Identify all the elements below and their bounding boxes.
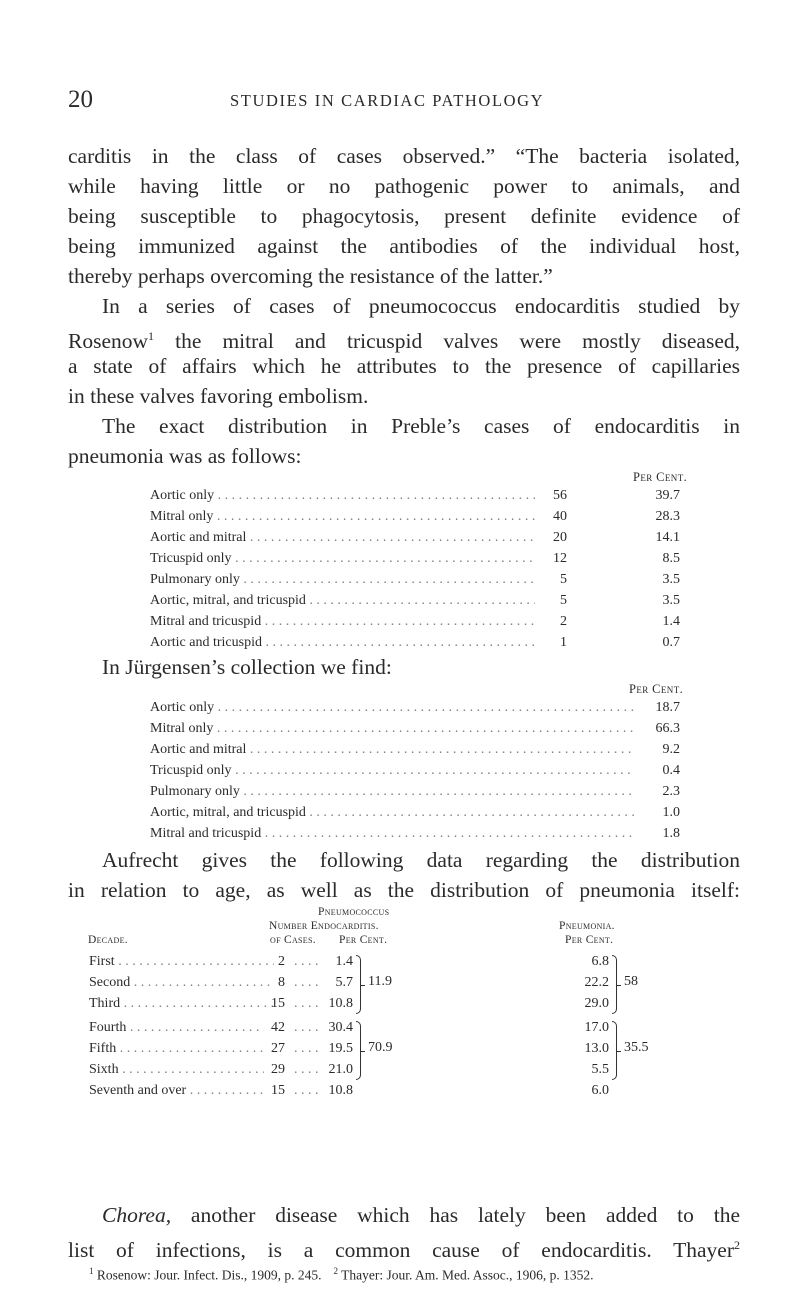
row-label: Mitral and tricuspid . . .: [150, 824, 635, 844]
row-label: Second . . .: [89, 973, 274, 993]
table-row: [89, 994, 649, 1014]
table-row: [150, 633, 740, 653]
footnote-mark: 2: [333, 1266, 338, 1276]
footnote-2: Thayer: Jour. Am. Med. Assoc., 1906, p. 1352.: [337, 1267, 594, 1283]
count-cell: 40: [553, 509, 567, 524]
table-row: [150, 507, 740, 527]
count-cell: 12: [553, 551, 567, 566]
percent-cell: 2.3: [662, 784, 680, 799]
count-cell: 2: [560, 614, 567, 629]
dot-leader: . . . .: [294, 996, 319, 1011]
row-label: Aortic only . . .: [150, 486, 535, 506]
header-pneumococcus: Pneumococcus: [318, 906, 390, 918]
footnote-1: Rosenow: Jour. Infect. Dis., 1909, p. 245.: [93, 1267, 322, 1283]
row-label: Mitral only . . .: [150, 719, 635, 739]
row-label: Fourth . . .: [89, 1018, 264, 1038]
percent-cell: 1.8: [662, 826, 680, 841]
count-cell: 5: [560, 593, 567, 608]
percent-cell: 66.3: [655, 721, 680, 736]
table-row: [150, 761, 740, 781]
pneumonia-cell: 17.0: [584, 1020, 609, 1035]
running-title: STUDIES IN CARDIAC PATHOLOGY: [230, 91, 545, 110]
table-row: [150, 719, 740, 739]
text-run: the mitral and tricuspid valves were mostly diseased,: [154, 329, 740, 354]
text-run: list of infections, is a common cause of endocarditis. Thayer: [68, 1238, 734, 1263]
count-cell: 20: [553, 530, 567, 545]
percent-cell: 28.3: [655, 509, 680, 524]
table-row: [150, 824, 740, 844]
header-decade: Decade.: [88, 934, 128, 946]
table-row: [89, 1081, 649, 1101]
count-cell: 5: [560, 572, 567, 587]
footnotes: [89, 1266, 593, 1284]
group-brace: [612, 955, 617, 1014]
row-label: Pulmonary only . . .: [150, 570, 535, 590]
percent-cell: 1.4: [335, 954, 353, 969]
table-row: [89, 1060, 649, 1080]
table-row: [89, 952, 649, 972]
row-label: Aortic, mitral, and tricuspid . . .: [150, 591, 535, 611]
row-label: Aortic and mitral . . .: [150, 740, 635, 760]
pneumonia-cell: 22.2: [584, 975, 609, 990]
percent-cell: 1.4: [662, 614, 680, 629]
row-label: Mitral and tricuspid . . .: [150, 612, 535, 632]
row-label: Tricuspid only . . .: [150, 761, 635, 781]
percent-cell: 1.0: [662, 805, 680, 820]
percent-cell: 39.7: [655, 488, 680, 503]
table-row: [150, 782, 740, 802]
group-total: 70.9: [368, 1040, 393, 1055]
text-line: [102, 1200, 740, 1230]
row-label: Aortic, mitral, and tricuspid . . .: [150, 803, 635, 823]
text-line: [68, 1230, 740, 1265]
cases-cell: 8: [278, 975, 285, 990]
percent-cell: 10.8: [328, 1083, 353, 1098]
group-brace: [356, 955, 361, 1014]
footnote-ref: 1: [148, 329, 155, 343]
count-cell: 1: [560, 635, 567, 650]
pneumonia-cell: 6.0: [591, 1083, 609, 1098]
percent-cell: 0.7: [662, 635, 680, 650]
column-header-percent: Per Cent.: [633, 470, 688, 484]
dot-leader: . . . .: [294, 1020, 319, 1035]
pneumonia-cell: 5.5: [591, 1062, 609, 1077]
text-run: another disease which has lately been added to the: [171, 1203, 740, 1227]
percent-cell: 30.4: [328, 1020, 353, 1035]
group-total: 35.5: [624, 1040, 649, 1055]
header-endo-percent: Per Cent.: [339, 934, 388, 946]
percent-cell: 10.8: [328, 996, 353, 1011]
text-line: being immunized against the antibodies of the individual host,: [68, 234, 740, 258]
percent-cell: 18.7: [655, 700, 680, 715]
page-number: 20: [68, 86, 93, 113]
percent-cell: 3.5: [662, 593, 680, 608]
dot-leader: . . . .: [294, 954, 319, 969]
text-line: a state of affairs which he attributes to the presence of capillaries: [68, 354, 740, 378]
text-line: in these valves favoring embolism.: [68, 384, 369, 408]
table-row: [150, 486, 740, 506]
text-line: In a series of cases of pneumococcus endocarditis studied by: [102, 294, 740, 318]
cases-cell: 29: [271, 1062, 285, 1077]
row-label: Aortic only . . .: [150, 698, 635, 718]
italic-term: Chorea,: [102, 1203, 172, 1227]
group-total: 11.9: [368, 974, 392, 989]
percent-cell: 19.5: [328, 1041, 353, 1056]
dot-leader: . . . .: [294, 1083, 319, 1098]
percent-cell: 21.0: [328, 1062, 353, 1077]
cases-cell: 2: [278, 954, 285, 969]
header-number-endocarditis: Number Endocarditis.: [269, 920, 379, 932]
percent-cell: 8.5: [662, 551, 680, 566]
table-row: [150, 612, 740, 632]
group-brace: [612, 1021, 617, 1080]
header-of-cases: of Cases.: [270, 934, 316, 946]
table-row: [150, 549, 740, 569]
percent-cell: 0.4: [662, 763, 680, 778]
header-pneumonia-percent: Per Cent.: [565, 934, 614, 946]
percent-cell: 5.7: [335, 975, 353, 990]
percent-cell: 14.1: [655, 530, 680, 545]
dot-leader: . . . .: [294, 1041, 319, 1056]
author-name: Rosenow: [68, 329, 149, 354]
table-row: [150, 740, 740, 760]
text-line: The exact distribution in Preble’s cases of endocarditis in: [102, 414, 740, 438]
percent-cell: 3.5: [662, 572, 680, 587]
group-total: 58: [624, 974, 638, 989]
text-line: thereby perhaps overcoming the resistance of the latter.”: [68, 264, 553, 288]
footnote-ref: 2: [734, 1238, 740, 1252]
group-brace: [356, 1021, 361, 1080]
pneumonia-cell: 6.8: [591, 954, 609, 969]
paragraph: In Jürgensen’s collection we find:: [102, 655, 392, 679]
footnote-mark: 1: [89, 1266, 94, 1276]
table-row: [150, 528, 740, 548]
table-row: [150, 698, 740, 718]
table-row: [150, 570, 740, 590]
text-line: carditis in the class of cases observed.” “The bacteria isolated,: [68, 144, 740, 168]
row-label: Third . . .: [89, 994, 274, 1014]
header-pneumonia: Pneumonia.: [559, 920, 615, 932]
pneumonia-cell: 13.0: [584, 1041, 609, 1056]
row-label: Aortic and mitral . . .: [150, 528, 535, 548]
row-label: Aortic and tricuspid . . .: [150, 633, 535, 653]
percent-cell: 9.2: [662, 742, 680, 757]
column-header-percent: Per Cent.: [629, 682, 684, 696]
text-line: being susceptible to phagocytosis, present definite evidence of: [68, 204, 740, 228]
cases-cell: 15: [271, 1083, 285, 1098]
text-line: pneumonia was as follows:: [68, 444, 302, 468]
count-cell: 56: [553, 488, 567, 503]
row-label: Pulmonary only . . .: [150, 782, 635, 802]
row-label: Fifth . . .: [89, 1039, 264, 1059]
row-label: First . . .: [89, 952, 274, 972]
cases-cell: 27: [271, 1041, 285, 1056]
dot-leader: . . . .: [294, 1062, 319, 1077]
table-row: [150, 591, 740, 611]
text-line: in relation to age, as well as the distribution of pneumonia itself:: [68, 878, 740, 902]
table-row: [89, 1018, 649, 1038]
dot-leader: . . . .: [294, 975, 319, 990]
text-line: Aufrecht gives the following data regarding the distribution: [102, 848, 740, 872]
table-row: [150, 803, 740, 823]
cases-cell: 15: [271, 996, 285, 1011]
pneumonia-cell: 29.0: [584, 996, 609, 1011]
text-line: while having little or no pathogenic power to animals, and: [68, 174, 740, 198]
row-label: Tricuspid only . . .: [150, 549, 535, 569]
row-label: Sixth . . .: [89, 1060, 264, 1080]
row-label: Seventh and over . . .: [89, 1081, 264, 1101]
cases-cell: 42: [271, 1020, 285, 1035]
row-label: Mitral only . . .: [150, 507, 535, 527]
